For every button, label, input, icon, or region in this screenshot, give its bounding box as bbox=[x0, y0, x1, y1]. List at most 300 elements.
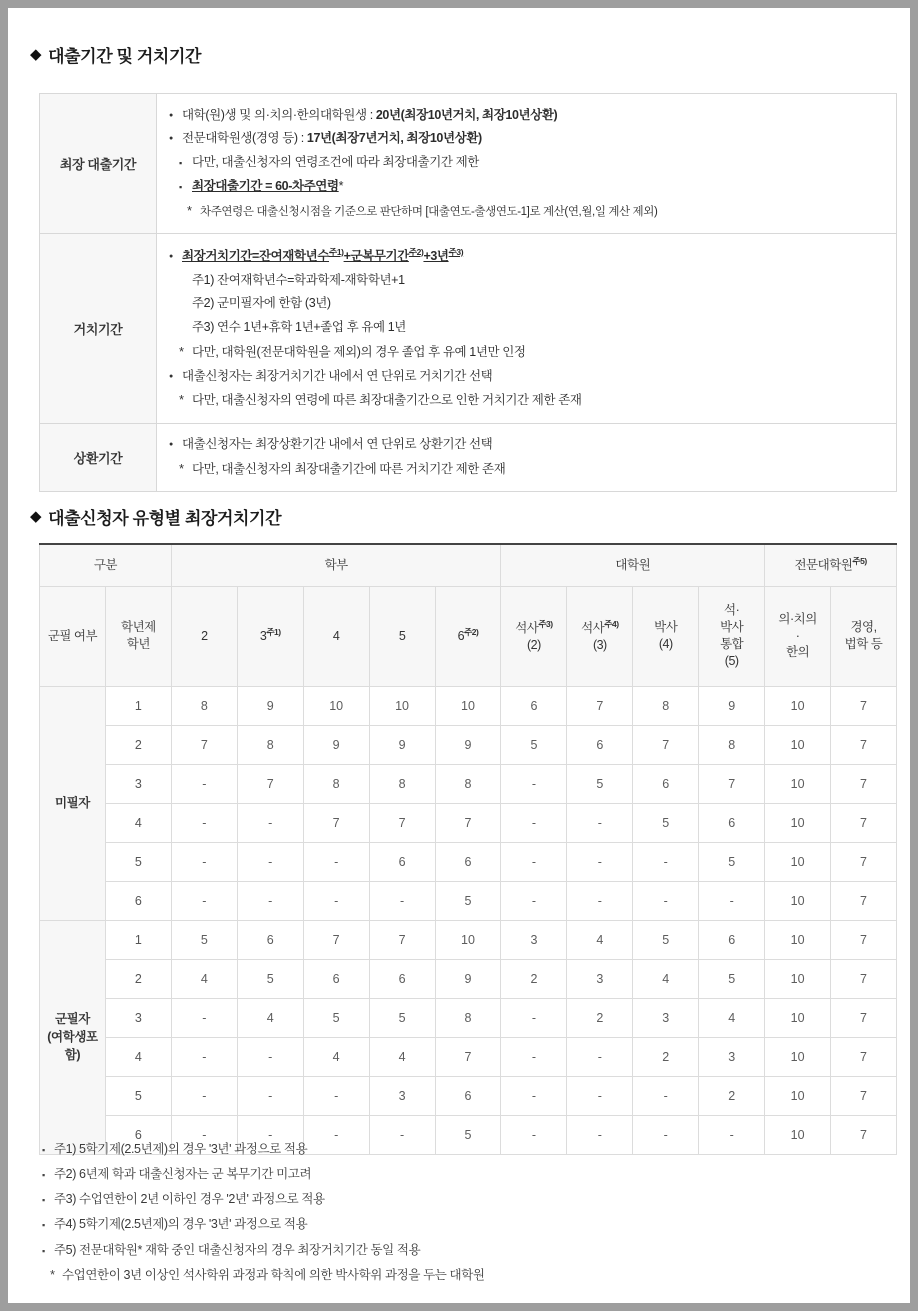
column-header-line bbox=[701, 636, 762, 653]
column-header-text: 경영, bbox=[850, 620, 877, 635]
column-group-header bbox=[765, 544, 897, 586]
data-cell: 7 bbox=[237, 764, 303, 803]
data-cell: - bbox=[171, 842, 237, 881]
data-cell: 10 bbox=[765, 842, 831, 881]
text-segment: 전문대학원생(경영 등) : bbox=[182, 131, 307, 146]
bullet-dot-icon bbox=[169, 108, 182, 125]
data-cell: 6 bbox=[567, 725, 633, 764]
data-cell: 9 bbox=[303, 725, 369, 764]
line-text bbox=[182, 129, 482, 148]
column-header-text: 6 bbox=[457, 629, 465, 644]
column-header-line bbox=[42, 628, 103, 645]
group-header-label: 전문대학원 bbox=[794, 558, 853, 573]
column-header-line bbox=[438, 627, 499, 645]
line-text bbox=[192, 460, 505, 479]
data-cell: 8 bbox=[303, 764, 369, 803]
footnote-item bbox=[42, 1237, 882, 1262]
text-segment: 다만, 대출신청자의 최장대출기간에 따른 거치기간 제한 존재 bbox=[192, 461, 506, 476]
data-cell: - bbox=[567, 1076, 633, 1115]
content-line bbox=[169, 388, 886, 413]
text-segment: 17년(최장7년거치, 최장10년상환) bbox=[306, 131, 482, 146]
data-cell: 5 bbox=[435, 881, 501, 920]
line-text bbox=[192, 318, 406, 337]
footnote-text: 주2) 6년제 학과 대출신청자는 군 복무기간 미고려 bbox=[54, 1166, 312, 1181]
data-cell: - bbox=[303, 842, 369, 881]
column-header bbox=[303, 586, 369, 686]
loan-period-table bbox=[39, 93, 897, 492]
group-header-label: 학부 bbox=[324, 557, 348, 572]
text-segment: 주2) 군미필자에 한함 (3년) bbox=[192, 296, 331, 311]
bullet-square-icon bbox=[179, 155, 192, 172]
data-cell: 10 bbox=[765, 920, 831, 959]
footnote-item bbox=[42, 1262, 882, 1288]
line-text bbox=[192, 153, 479, 172]
column-header-line bbox=[635, 619, 696, 636]
column-header-text: 학년제 bbox=[121, 620, 156, 635]
data-cell: 5 bbox=[699, 959, 765, 998]
asterisk-icon bbox=[179, 459, 192, 479]
grade-year-cell: 2 bbox=[105, 959, 171, 998]
max-grace-period-table bbox=[39, 543, 897, 1155]
footnote-item bbox=[42, 1161, 882, 1186]
data-cell: 4 bbox=[237, 998, 303, 1037]
grade-year-cell: 3 bbox=[105, 998, 171, 1037]
data-cell: - bbox=[501, 1076, 567, 1115]
text-segment: 다만, 대출신청자의 연령조건에 따라 최장대출기간 제한 bbox=[192, 155, 479, 169]
data-cell: - bbox=[501, 764, 567, 803]
data-cell: 10 bbox=[765, 998, 831, 1037]
data-cell: 9 bbox=[699, 686, 765, 725]
diamond-bullet-icon: ◆ bbox=[30, 508, 42, 525]
data-cell: - bbox=[171, 764, 237, 803]
column-header-text: 박사 bbox=[720, 620, 744, 635]
data-cell: 5 bbox=[435, 1115, 501, 1154]
data-cell: 5 bbox=[699, 842, 765, 881]
row-label: 최장 대출기간 bbox=[40, 94, 157, 234]
column-header-line bbox=[240, 627, 301, 645]
data-cell: 5 bbox=[567, 764, 633, 803]
column-header-line bbox=[174, 628, 235, 645]
text-segment: 최장대출기간 = 60-차주연령 bbox=[192, 178, 339, 193]
data-cell: 10 bbox=[765, 1115, 831, 1154]
data-cell: 3 bbox=[633, 998, 699, 1037]
group-header-label: 대학원 bbox=[615, 557, 651, 572]
content-line bbox=[169, 292, 886, 316]
data-cell: - bbox=[567, 1115, 633, 1154]
line-text bbox=[182, 246, 463, 266]
column-header-line bbox=[635, 636, 696, 653]
text-segment: * bbox=[338, 178, 344, 193]
section-two-title: 대출신청자 유형별 최장거치기간 bbox=[48, 509, 282, 528]
column-header-line bbox=[767, 611, 828, 628]
data-cell: 10 bbox=[435, 686, 501, 725]
grade-year-cell: 1 bbox=[105, 920, 171, 959]
column-header-text: (3) bbox=[592, 637, 607, 652]
data-cell: 3 bbox=[369, 1076, 435, 1115]
table-row bbox=[40, 423, 897, 492]
data-cell: 8 bbox=[237, 725, 303, 764]
text-segment: 다만, 대출신청자의 연령에 따른 최장대출기간으로 인한 거치기간 제한 존재 bbox=[192, 393, 582, 408]
bullet-square-icon: ▪ bbox=[42, 1195, 45, 1205]
column-header-line bbox=[701, 602, 762, 619]
data-cell: 10 bbox=[765, 725, 831, 764]
line-text bbox=[182, 435, 492, 454]
data-cell: - bbox=[501, 1037, 567, 1076]
data-cell: - bbox=[237, 1115, 303, 1154]
bullet-square-icon: ▪ bbox=[42, 1245, 45, 1256]
column-header-text: 학년 bbox=[126, 637, 150, 651]
data-cell: 7 bbox=[699, 764, 765, 803]
data-cell: 7 bbox=[435, 803, 501, 842]
bullet-square-icon: ▪ bbox=[42, 1169, 45, 1180]
data-cell: 7 bbox=[831, 803, 897, 842]
data-cell: - bbox=[171, 1115, 237, 1154]
asterisk-icon bbox=[179, 390, 192, 410]
table-row bbox=[40, 1076, 897, 1115]
text-segment: +군복무기간 bbox=[343, 248, 409, 263]
data-cell: 6 bbox=[369, 959, 435, 998]
footnotes-list bbox=[42, 1136, 882, 1288]
data-cell: 8 bbox=[633, 686, 699, 725]
row-label: 거치기간 bbox=[40, 234, 157, 423]
table-row bbox=[40, 686, 897, 725]
data-cell: 7 bbox=[171, 725, 237, 764]
data-cell: 9 bbox=[435, 725, 501, 764]
data-cell: 6 bbox=[303, 959, 369, 998]
line-text bbox=[192, 177, 343, 196]
data-cell: - bbox=[303, 881, 369, 920]
diamond-bullet-icon: ◆ bbox=[30, 46, 42, 63]
data-cell: 10 bbox=[765, 764, 831, 803]
bullet-dot-icon bbox=[169, 249, 182, 266]
data-cell: - bbox=[567, 842, 633, 881]
text-segment: 다만, 대학원(전문대학원을 제외)의 경우 졸업 후 유예 1년만 인정 bbox=[192, 344, 526, 359]
data-cell: 4 bbox=[699, 998, 765, 1037]
data-cell: - bbox=[633, 881, 699, 920]
text-segment: 최장거치기간=잔여재학년수 bbox=[182, 248, 330, 263]
table-row bbox=[40, 94, 897, 234]
footnote-item bbox=[42, 1136, 882, 1161]
data-cell: 7 bbox=[831, 842, 897, 881]
column-header bbox=[567, 586, 633, 686]
column-group-header bbox=[501, 544, 765, 586]
column-header bbox=[633, 586, 699, 686]
column-header-text: 법학 등 bbox=[844, 637, 883, 651]
column-header-line bbox=[306, 628, 367, 645]
footnote-marker: 주3) bbox=[538, 618, 553, 629]
row-group-label-main: 군필자 bbox=[54, 1011, 90, 1026]
column-header-line bbox=[108, 636, 169, 653]
data-cell: 10 bbox=[435, 920, 501, 959]
data-cell: 6 bbox=[699, 803, 765, 842]
column-header-text: · bbox=[795, 628, 800, 643]
document-page bbox=[8, 8, 910, 1303]
asterisk-icon bbox=[187, 201, 200, 221]
data-cell: - bbox=[171, 881, 237, 920]
content-line bbox=[169, 198, 886, 223]
data-cell: 7 bbox=[831, 1076, 897, 1115]
grade-year-cell: 4 bbox=[105, 803, 171, 842]
data-cell: 7 bbox=[303, 920, 369, 959]
data-cell: 9 bbox=[435, 959, 501, 998]
data-cell: - bbox=[237, 1076, 303, 1115]
text-segment: 주1) 잔여재학년수=학과학제-재학학년+1 bbox=[192, 272, 405, 287]
data-cell: 5 bbox=[501, 725, 567, 764]
column-header-text: 5 bbox=[398, 628, 406, 643]
footnote-text: 주3) 수업연한이 2년 이하인 경우 '2년' 과정으로 적용 bbox=[54, 1192, 325, 1206]
table-row bbox=[40, 725, 897, 764]
data-cell: 9 bbox=[237, 686, 303, 725]
data-cell: 10 bbox=[303, 686, 369, 725]
footnote-text: 주4) 5학기제(2.5년제)의 경우 '3년' 과정으로 적용 bbox=[54, 1217, 308, 1232]
data-cell: 4 bbox=[567, 920, 633, 959]
content-line bbox=[169, 127, 886, 151]
line-text bbox=[192, 343, 526, 362]
data-cell: - bbox=[633, 842, 699, 881]
column-header-text: (4) bbox=[658, 637, 673, 651]
footnote-item bbox=[42, 1187, 882, 1212]
table-row bbox=[40, 764, 897, 803]
row-content bbox=[157, 94, 897, 234]
data-cell: - bbox=[501, 842, 567, 881]
content-line bbox=[169, 316, 886, 340]
line-text bbox=[182, 367, 492, 386]
section-one-title: 대출기간 및 거치기간 bbox=[48, 47, 201, 66]
grade-year-cell: 3 bbox=[105, 764, 171, 803]
column-group-header bbox=[40, 544, 172, 586]
text-segment: 주1) bbox=[329, 246, 344, 257]
data-cell: - bbox=[699, 1115, 765, 1154]
bullet-dot-icon bbox=[169, 369, 182, 386]
data-cell: 10 bbox=[765, 959, 831, 998]
content-line bbox=[169, 103, 886, 127]
table-row bbox=[40, 234, 897, 423]
asterisk-icon bbox=[179, 342, 192, 362]
column-header-text: 2 bbox=[201, 628, 208, 643]
column-header-line bbox=[833, 636, 894, 653]
column-header bbox=[40, 586, 106, 686]
column-header-text: (5) bbox=[724, 653, 739, 668]
column-header bbox=[171, 586, 237, 686]
asterisk-icon: * bbox=[50, 1266, 55, 1282]
table-row bbox=[40, 959, 897, 998]
row-group-label-sub: (여학생포함) bbox=[47, 1029, 98, 1063]
data-cell: 7 bbox=[369, 803, 435, 842]
column-header bbox=[765, 586, 831, 686]
column-header-text: 4 bbox=[332, 628, 340, 643]
column-header-line bbox=[108, 619, 169, 636]
data-cell: 7 bbox=[831, 686, 897, 725]
grade-year-cell: 6 bbox=[105, 1115, 171, 1154]
text-segment: 주3) bbox=[448, 246, 464, 257]
line-text bbox=[182, 106, 557, 125]
table-header-group-row bbox=[40, 544, 897, 586]
column-header-text: 한의 bbox=[786, 645, 810, 660]
data-cell: 7 bbox=[435, 1037, 501, 1076]
max-grace-period-table-head bbox=[40, 544, 897, 686]
data-cell: - bbox=[237, 1037, 303, 1076]
loan-period-table-body bbox=[40, 94, 897, 492]
data-cell: - bbox=[237, 803, 303, 842]
column-header bbox=[501, 586, 567, 686]
column-header-text: 의·치의 bbox=[778, 611, 817, 626]
content-line bbox=[169, 364, 886, 388]
grade-year-cell: 2 bbox=[105, 725, 171, 764]
column-header bbox=[105, 586, 171, 686]
column-header-line bbox=[833, 619, 894, 636]
data-cell: 6 bbox=[699, 920, 765, 959]
data-cell: - bbox=[699, 881, 765, 920]
data-cell: 7 bbox=[369, 920, 435, 959]
row-group-label-main: 미필자 bbox=[54, 795, 90, 810]
data-cell: - bbox=[633, 1115, 699, 1154]
data-cell: - bbox=[567, 803, 633, 842]
footnote-text: 주1) 5학기제(2.5년제)의 경우 '3년' 과정으로 적용 bbox=[54, 1141, 308, 1156]
data-cell: - bbox=[369, 1115, 435, 1154]
bullet-square-icon: ▪ bbox=[42, 1144, 45, 1155]
data-cell: 8 bbox=[435, 998, 501, 1037]
data-cell: 7 bbox=[831, 959, 897, 998]
data-cell: - bbox=[501, 803, 567, 842]
data-cell: 7 bbox=[567, 686, 633, 725]
table-row bbox=[40, 803, 897, 842]
table-row bbox=[40, 1037, 897, 1076]
row-label: 상환기간 bbox=[40, 423, 157, 492]
column-header bbox=[435, 586, 501, 686]
content-line bbox=[169, 268, 886, 292]
data-cell: 5 bbox=[303, 998, 369, 1037]
row-group-label bbox=[40, 920, 106, 1154]
bullet-dot-icon bbox=[169, 131, 182, 148]
bullet-square-icon: ▪ bbox=[42, 1220, 45, 1231]
data-cell: 7 bbox=[831, 725, 897, 764]
data-cell: 4 bbox=[369, 1037, 435, 1076]
content-line bbox=[169, 339, 886, 364]
row-content bbox=[157, 234, 897, 423]
data-cell: 8 bbox=[171, 686, 237, 725]
column-header-line bbox=[767, 628, 828, 645]
data-cell: 5 bbox=[633, 920, 699, 959]
line-text bbox=[192, 271, 405, 290]
content-line bbox=[169, 456, 886, 481]
data-cell: - bbox=[303, 1076, 369, 1115]
footnote-marker: 주2) bbox=[464, 626, 479, 637]
table-row bbox=[40, 998, 897, 1037]
column-header-text: 군필 여부 bbox=[47, 628, 98, 643]
column-header bbox=[699, 586, 765, 686]
data-cell: - bbox=[303, 1115, 369, 1154]
data-cell: - bbox=[501, 1115, 567, 1154]
data-cell: - bbox=[171, 1076, 237, 1115]
data-cell: 7 bbox=[633, 725, 699, 764]
column-header bbox=[369, 586, 435, 686]
content-line bbox=[169, 243, 886, 268]
column-group-header bbox=[171, 544, 501, 586]
data-cell: 7 bbox=[831, 764, 897, 803]
content-line bbox=[169, 433, 886, 457]
data-cell: 7 bbox=[831, 998, 897, 1037]
text-segment: 차주연령은 대출신청시점을 기준으로 판단하며 [대출연도-출생연도-1]로 계산(연,월,일 계산 제외) bbox=[200, 205, 658, 218]
line-text bbox=[192, 391, 582, 410]
data-cell: 6 bbox=[237, 920, 303, 959]
data-cell: 2 bbox=[501, 959, 567, 998]
column-header bbox=[237, 586, 303, 686]
grade-year-cell: 5 bbox=[105, 842, 171, 881]
data-cell: 4 bbox=[171, 959, 237, 998]
text-segment: 20년(최장10년거치, 최장10년상환) bbox=[375, 107, 558, 122]
footnote-marker: 주5) bbox=[852, 556, 867, 567]
max-grace-period-table-body bbox=[40, 686, 897, 1154]
content-line bbox=[169, 174, 886, 198]
text-segment: 대학(원)생 및 의·치의·한의대학원생 : bbox=[182, 107, 376, 122]
text-segment: 주3) 연수 1년+휴학 1년+졸업 후 유예 1년 bbox=[192, 320, 406, 335]
data-cell: 10 bbox=[765, 686, 831, 725]
grade-year-cell: 6 bbox=[105, 881, 171, 920]
data-cell: 7 bbox=[831, 920, 897, 959]
column-header-text: 3 bbox=[259, 629, 267, 644]
column-header-text: 통합 bbox=[720, 637, 744, 651]
text-segment: 주2) bbox=[408, 246, 424, 257]
footnote-text: 수업연한이 3년 이상인 석사학위 과정과 학칙에 의한 박사학위 과정을 두는 대학원 bbox=[62, 1267, 485, 1282]
text-segment: 대출신청자는 최장상환기간 내에서 연 단위로 상환기간 선택 bbox=[182, 437, 493, 452]
section-heading-max-grace-period bbox=[30, 504, 281, 529]
data-cell: - bbox=[567, 881, 633, 920]
data-cell: - bbox=[237, 842, 303, 881]
data-cell: 5 bbox=[237, 959, 303, 998]
data-cell: 10 bbox=[765, 881, 831, 920]
data-cell: 8 bbox=[435, 764, 501, 803]
table-header-sub-row bbox=[40, 586, 897, 686]
table-row bbox=[40, 842, 897, 881]
data-cell: 6 bbox=[633, 764, 699, 803]
data-cell: 10 bbox=[765, 803, 831, 842]
data-cell: 6 bbox=[501, 686, 567, 725]
content-line bbox=[169, 151, 886, 175]
column-header-text: 석· bbox=[724, 603, 740, 618]
column-header-line bbox=[701, 619, 762, 636]
data-cell: 3 bbox=[699, 1037, 765, 1076]
data-cell: - bbox=[567, 1037, 633, 1076]
data-cell: 2 bbox=[567, 998, 633, 1037]
bullet-dot-icon bbox=[169, 437, 182, 454]
data-cell: 7 bbox=[303, 803, 369, 842]
data-cell: - bbox=[171, 998, 237, 1037]
data-cell: 6 bbox=[435, 1076, 501, 1115]
data-cell: - bbox=[171, 1037, 237, 1076]
column-header bbox=[831, 586, 897, 686]
data-cell: - bbox=[501, 881, 567, 920]
data-cell: 4 bbox=[633, 959, 699, 998]
data-cell: 5 bbox=[171, 920, 237, 959]
column-header-line bbox=[569, 637, 630, 654]
table-row bbox=[40, 920, 897, 959]
data-cell: 3 bbox=[501, 920, 567, 959]
column-header-line bbox=[503, 619, 564, 637]
data-cell: - bbox=[237, 881, 303, 920]
grade-year-cell: 1 bbox=[105, 686, 171, 725]
table-row bbox=[40, 881, 897, 920]
data-cell: 4 bbox=[303, 1037, 369, 1076]
column-header-line bbox=[569, 619, 630, 637]
column-header-line bbox=[767, 644, 828, 661]
data-cell: 7 bbox=[831, 1115, 897, 1154]
column-header-text: 석사 bbox=[515, 620, 539, 635]
data-cell: 2 bbox=[633, 1037, 699, 1076]
data-cell: 5 bbox=[369, 998, 435, 1037]
column-header-line bbox=[372, 628, 433, 645]
data-cell: - bbox=[501, 998, 567, 1037]
grade-year-cell: 5 bbox=[105, 1076, 171, 1115]
